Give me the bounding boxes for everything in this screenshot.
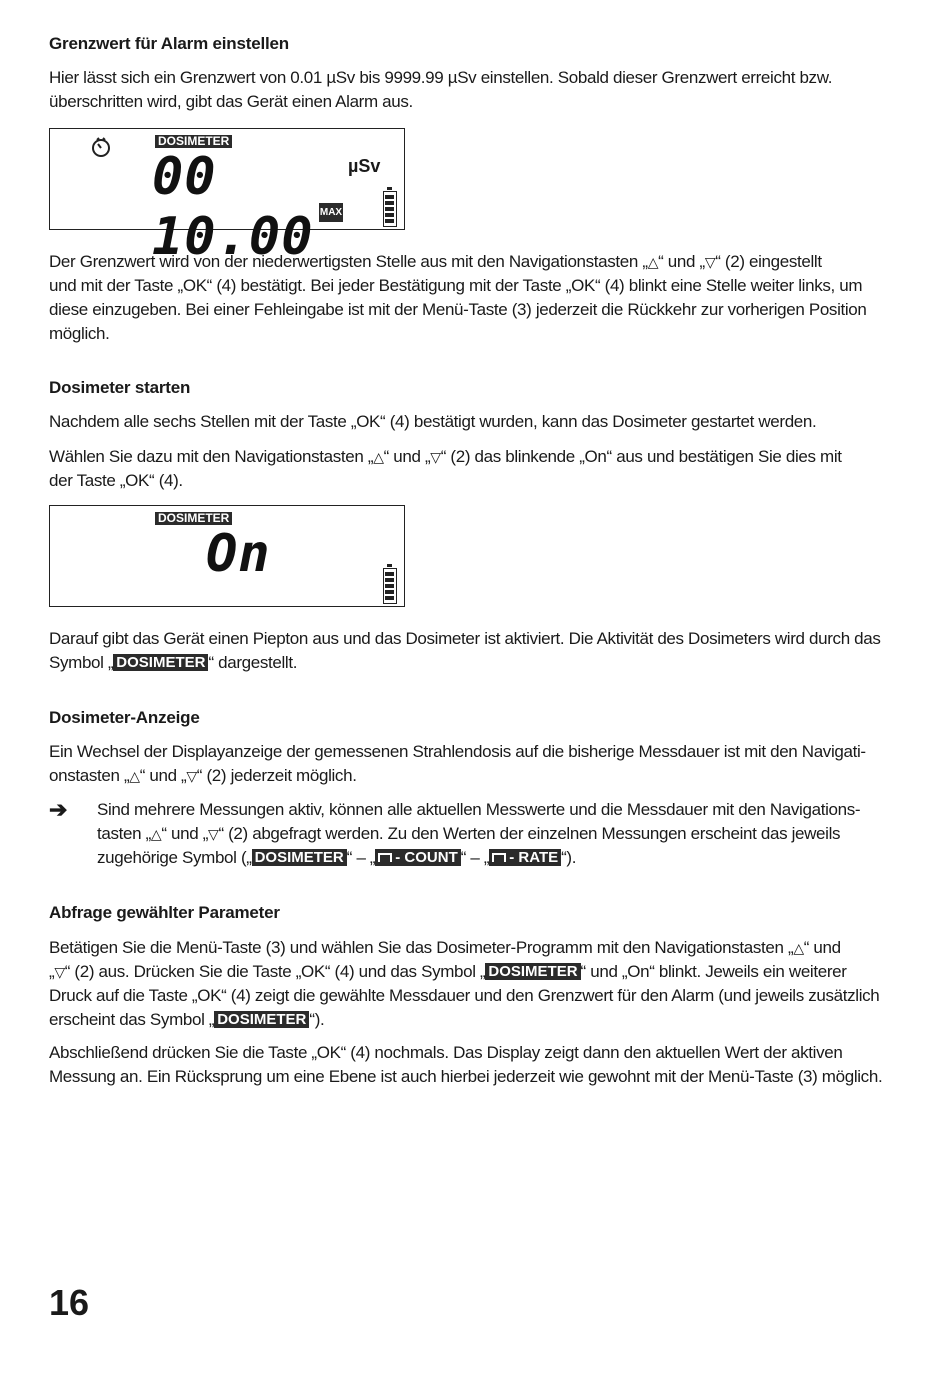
paragraph-query-2: Abschließend drücken Sie die Taste „OK“ (4) nochmals. Das Display zeigt dann den aktuellen Wert der aktiven Messung an. Ein Rücksprung um eine Ebene ist auch hierbei jederzeit wie gewohnt mit der Menü-Taste (3) möglich. — [49, 1043, 883, 1086]
down-arrow-icon: ▽ — [54, 964, 65, 980]
dosimeter-symbol: DOSIMETER — [485, 963, 580, 980]
paragraph-query-1: Betätigen Sie die Menü-Taste (3) und wählen Sie das Dosimeter-Programm mit den Navigationstasten „△“ und „▽“ (2) aus. Drücken Sie die Taste „OK“ (4) und das Symbol „ DOSIMETER “ und „On“ blinkt. Jeweils ein weiterer Druck auf die Taste „OK“ (4) zeigt die gewählte Messdauer und den Grenzwert für den Alarm (und jeweils zusätzlich erscheint das Symbol „ DOSIMETER “). — [49, 938, 880, 1029]
battery-icon — [383, 191, 397, 227]
paragraph-display-switch: Ein Wechsel der Displayanzeige der gemessenen Strahlendosis auf die bisherige Messdauer ist mit den Navigati- onstasten „△“ und „▽“ (2) jederzeit möglich. — [49, 740, 899, 788]
dosimeter-badge: DOSIMETER — [155, 135, 232, 148]
heading-dosimeter-display: Dosimeter-Anzeige — [49, 708, 200, 727]
heading-alarm-threshold: Grenzwert für Alarm einstellen — [49, 34, 289, 53]
lcd-display-on — [49, 505, 405, 607]
count-symbol: - COUNT — [375, 849, 461, 866]
heading-dosimeter-start: Dosimeter starten — [49, 378, 191, 397]
up-arrow-icon: △ — [150, 826, 162, 842]
lcd-unit: µSv — [348, 156, 381, 176]
dosimeter-symbol: DOSIMETER — [252, 849, 347, 866]
note-multiple-measurements: Sind mehrere Messungen aktiv, können alle aktuellen Messwerte und die Messdauer mit den Navigations- tasten „△“ und „▽“ (2) abgefragt werden. Zu den Werten der einzelnen Messungen erscheint das jeweils zugehörige Symbol („ DOSIMETER “ – „ - COUNT “ – „ - RATE “). — [97, 800, 861, 867]
lcd-value: 00 10.00 — [152, 147, 314, 267]
pulse-icon — [378, 853, 392, 862]
up-arrow-icon: △ — [793, 940, 804, 956]
paragraph-threshold-range: Hier lässt sich ein Grenzwert von 0.01 µSv bis 9999.99 µSv einstellen. Sobald dieser Grenzwert erreicht bzw. überschritten wird, gibt das Gerät einen Alarm aus. — [49, 68, 833, 111]
up-arrow-icon: △ — [129, 768, 140, 784]
down-arrow-icon: ▽ — [208, 826, 219, 842]
paragraph-threshold-setting: Der Grenzwert wird von der niederwertigsten Stelle aus mit den Navigationstasten „△“ und „▽“ (2) eingestellt und mit der Taste „OK“ (4) bestätigt. Bei jeder Bestätigung mit der Taste „OK“ (4) blinkt eine Stelle weiter links, um diese einzugeben. Bei einer Fehleingabe ist mit der Menü-Taste (3) jederzeit die Rückkehr zur vorherigen Position möglich. — [49, 252, 867, 343]
battery-icon — [383, 568, 397, 604]
lcd-value: On — [206, 524, 271, 584]
down-arrow-icon: ▽ — [704, 254, 716, 270]
page-number: 16 — [49, 1282, 90, 1323]
down-arrow-icon: ▽ — [186, 768, 197, 784]
dosimeter-symbol: DOSIMETER — [214, 1011, 309, 1028]
down-arrow-icon: ▽ — [430, 449, 441, 465]
paragraph-start-1: Nachdem alle sechs Stellen mit der Taste „OK“ (4) bestätigt wurden, kann das Dosimeter gestartet werden. — [49, 412, 817, 431]
note-arrow-icon: ➔ — [49, 797, 68, 822]
clock-icon — [90, 136, 112, 158]
max-indicator: MAX — [319, 203, 343, 222]
lcd-display-threshold — [49, 128, 405, 267]
paragraph-start-2: Wählen Sie dazu mit den Navigationstasten „△“ und „▽“ (2) das blinkende „On“ aus und bestätigen Sie dies mit der Taste „OK“ (4). — [49, 447, 842, 490]
paragraph-start-3: Darauf gibt das Gerät einen Piepton aus und das Dosimeter ist aktiviert. Die Aktivität des Dosimeters wird durch das Symbol „ DOSIMETER “ dargestellt. — [49, 629, 881, 672]
pulse-icon — [492, 853, 506, 862]
up-arrow-icon: △ — [373, 449, 384, 465]
heading-parameter-query: Abfrage gewählter Parameter — [49, 903, 280, 922]
dosimeter-badge: DOSIMETER — [155, 512, 232, 525]
dosimeter-symbol: DOSIMETER — [113, 654, 208, 671]
rate-symbol: - RATE — [489, 849, 561, 866]
up-arrow-icon: △ — [647, 254, 659, 270]
